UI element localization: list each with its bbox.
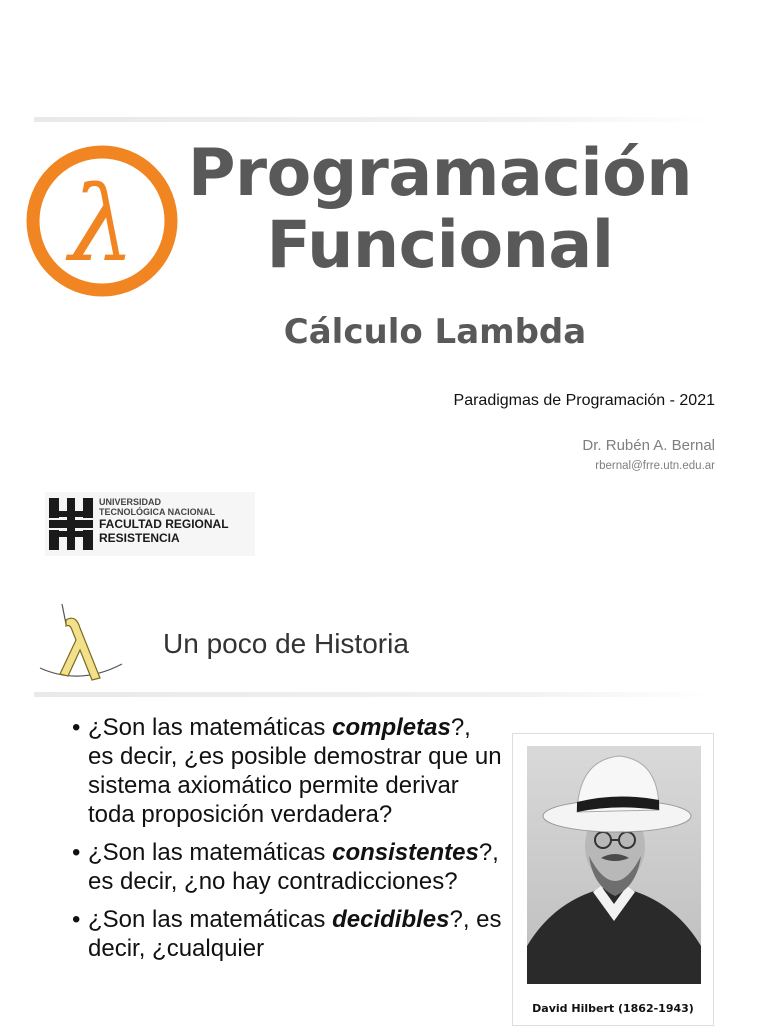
utn-emblem-icon <box>49 498 93 550</box>
bullet-text: ¿Son las matemáticas <box>88 714 333 741</box>
presentation-subtitle: Cálculo Lambda <box>283 312 587 352</box>
bullet-dot: • <box>72 839 81 866</box>
portrait-photo <box>527 746 701 984</box>
bullet-text: ?, es decir, ¿no hay contradicciones? <box>88 839 499 895</box>
bullet-emphasis: decidibles <box>332 906 450 933</box>
bullet-dot: • <box>72 714 81 741</box>
presentation-title <box>180 138 700 282</box>
lambda-logo-icon <box>25 144 179 298</box>
author-name: Dr. Rubén A. Bernal <box>582 437 715 454</box>
institution-line-1: UNIVERSIDAD <box>99 497 162 507</box>
portrait-frame <box>512 733 714 1026</box>
bullet-emphasis: completas <box>332 714 451 741</box>
lambda-sketch-icon <box>36 604 124 688</box>
author-email: rbernal@frre.utn.edu.ar <box>595 460 715 472</box>
bullet-item <box>72 838 502 896</box>
bullet-text: ¿Son las matemáticas <box>88 906 333 933</box>
bullet-item <box>72 905 502 963</box>
section-divider <box>34 692 714 697</box>
course-name: Paradigmas de Programación - 2021 <box>453 392 715 409</box>
portrait-caption: David Hilbert (1862-1943) <box>532 1002 694 1015</box>
bullet-text: ¿Son las matemáticas <box>88 839 333 866</box>
institution-line-3: FACULTAD REGIONAL <box>99 517 229 531</box>
bullet-text: ?, es decir, ¿cualquier <box>88 906 502 962</box>
institution-logo <box>45 492 255 556</box>
bullet-dot: • <box>72 906 81 933</box>
title-line-2: Funcional <box>266 208 614 283</box>
institution-name <box>99 497 229 545</box>
bullet-item <box>72 713 502 829</box>
svg-text:λ: λ <box>69 163 135 285</box>
title-line-1: Programación <box>187 136 693 211</box>
institution-line-2: TECNOLÓGICA NACIONAL <box>99 507 216 517</box>
bullet-text: ?, es decir, ¿es posible demostrar que un sistema axiomático permite derivar toda proposición verdadera? <box>88 714 502 828</box>
top-divider <box>34 117 714 122</box>
bullet-emphasis: consistentes <box>332 839 479 866</box>
section-title: Un poco de Historia <box>163 628 409 659</box>
bullet-list <box>72 713 502 972</box>
institution-line-4: RESISTENCIA <box>99 531 180 545</box>
